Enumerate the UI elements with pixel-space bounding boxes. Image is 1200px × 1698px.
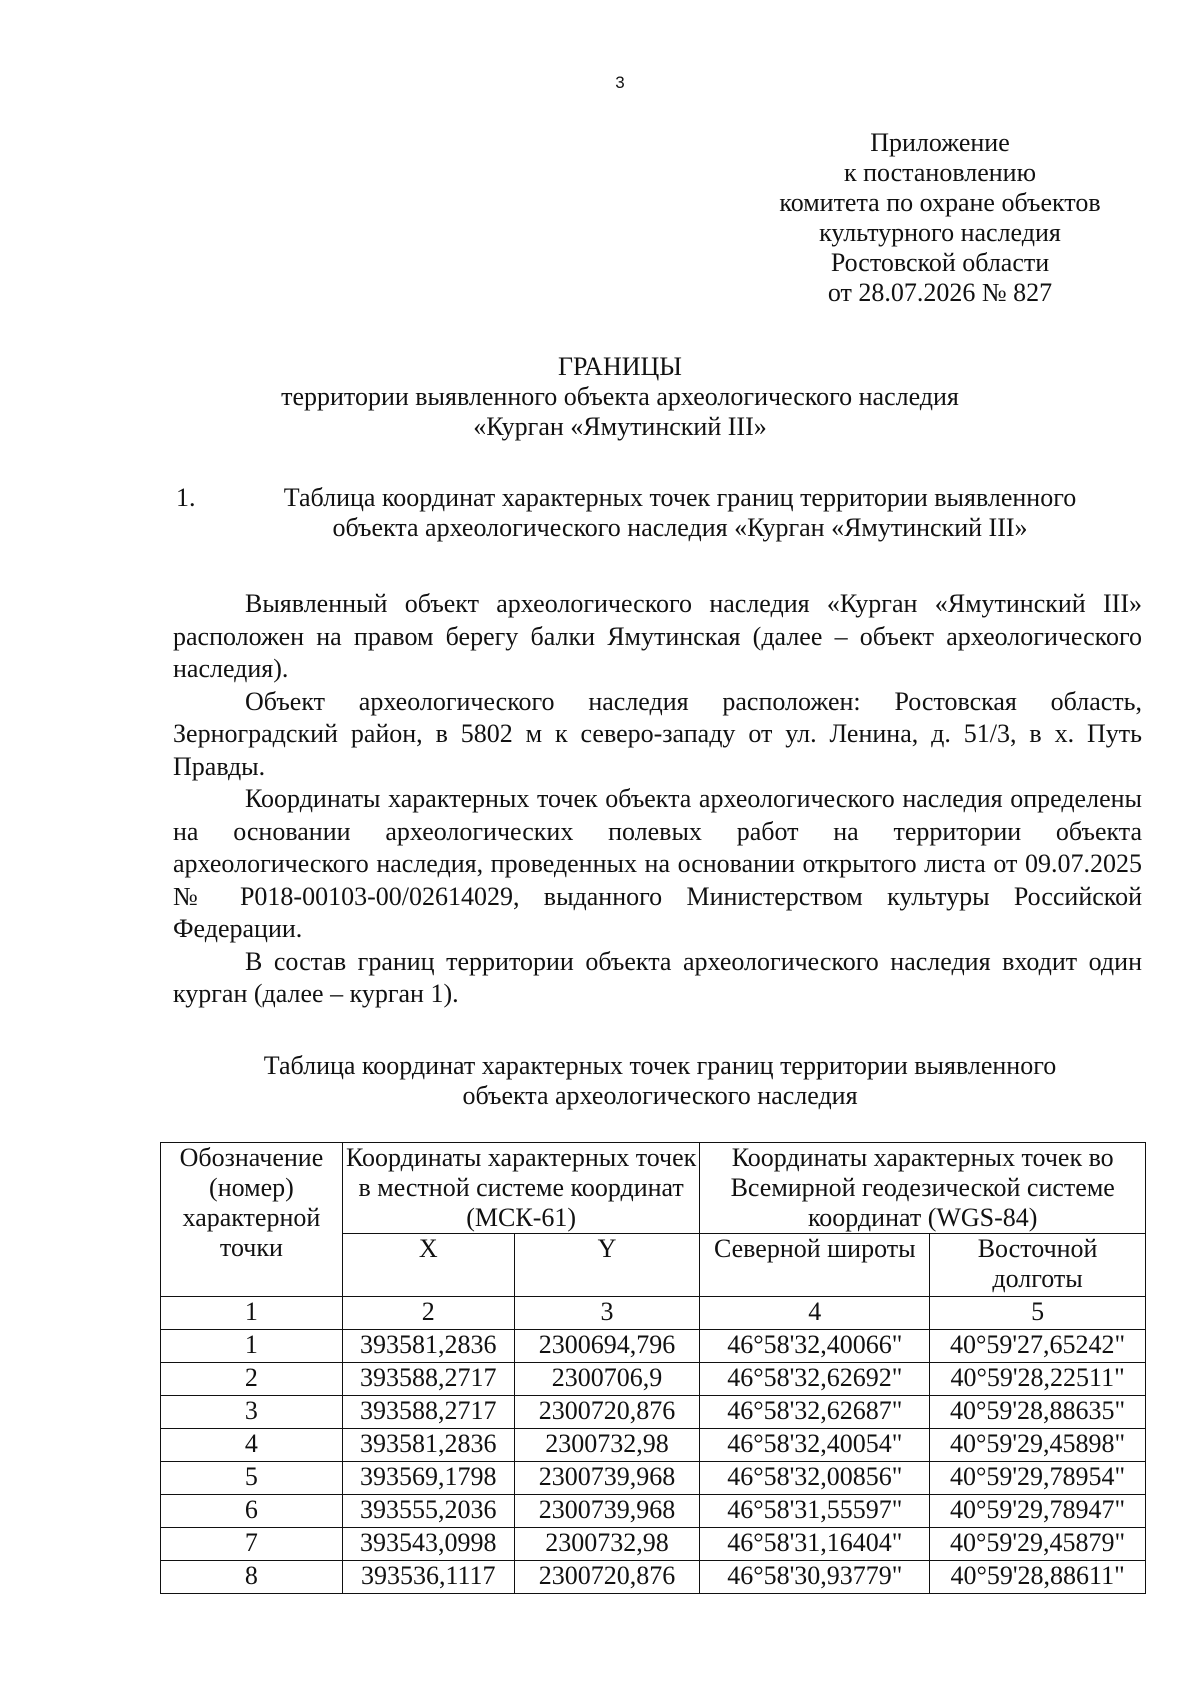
- table-row: [161, 1495, 1146, 1528]
- table-row: [161, 1462, 1146, 1495]
- table-cell: 2300694,796: [514, 1330, 700, 1363]
- table-cell: 393588,2717: [342, 1363, 514, 1396]
- header-x: X: [342, 1234, 514, 1297]
- table-caption: [160, 1051, 1160, 1111]
- table-row: [161, 1528, 1146, 1561]
- document-title: [160, 352, 1080, 442]
- table-cell: 2300720,876: [514, 1561, 700, 1594]
- table-cell: 1: [161, 1297, 343, 1330]
- table-cell: 40°59'29,78954": [930, 1462, 1146, 1495]
- header-y: Y: [514, 1234, 700, 1297]
- appendix-line: к постановлению: [843, 158, 1037, 187]
- table-cell: 7: [161, 1528, 343, 1561]
- table-cell: 1: [161, 1330, 343, 1363]
- table-cell: 46°58'32,62687": [700, 1396, 930, 1429]
- paragraph: В состав границ территории объекта археологического наследия входит один курган (далее – курган 1).: [173, 946, 1142, 1008]
- caption-line: объекта археологического наследия: [462, 1081, 858, 1110]
- table-cell: 40°59'29,78947": [930, 1495, 1146, 1528]
- title-line: «Курган «Ямутинский III»: [473, 412, 767, 441]
- header-local-group: Координаты характерных точек в местной системе координат (МСК-61): [342, 1143, 700, 1234]
- table-cell: 40°59'29,45898": [930, 1429, 1146, 1462]
- paragraph: Выявленный объект археологического наследия «Курган «Ямутинский III» расположен на правом берегу балки Ямутинская (далее – объект археологического наследия).: [173, 589, 1142, 683]
- table-cell: 2: [342, 1297, 514, 1330]
- table-cell: 46°58'31,55597": [700, 1495, 930, 1528]
- header-lat: Северной широты: [700, 1234, 930, 1297]
- table-row: [161, 1396, 1146, 1429]
- paragraph: Объект археологического наследия расположен: Ростовская область, Зерноградский район, в 5802 м к северо-западу от ул. Ленина, д. 51/3, в х. Путь Правды.: [173, 686, 1142, 781]
- table-cell: 393555,2036: [342, 1495, 514, 1528]
- table-cell: 2300706,9: [514, 1363, 700, 1396]
- table-row: [161, 1561, 1146, 1594]
- table-cell: 8: [161, 1561, 343, 1594]
- table-cell: 46°58'32,40054": [700, 1429, 930, 1462]
- table-cell: 46°58'30,93779": [700, 1561, 930, 1594]
- table-cell: 393581,2836: [342, 1429, 514, 1462]
- table-cell: 46°58'31,16404": [700, 1528, 930, 1561]
- title-heading: ГРАНИЦЫ: [558, 352, 682, 381]
- table-cell: 46°58'32,00856": [700, 1462, 930, 1495]
- table-cell: 393569,1798: [342, 1462, 514, 1495]
- table-cell: 40°59'28,88635": [930, 1396, 1146, 1429]
- appendix-line: культурного наследия: [819, 218, 1061, 247]
- table-row: [161, 1363, 1146, 1396]
- table-cell: 5: [930, 1297, 1146, 1330]
- table-row: [161, 1429, 1146, 1462]
- header-point: Обозначение (номер) характерной точки: [161, 1143, 343, 1297]
- table-cell: 46°58'32,40066": [700, 1330, 930, 1363]
- table-cell: 393588,2717: [342, 1396, 514, 1429]
- table-cell: 40°59'28,88611": [930, 1561, 1146, 1594]
- appendix-block: [740, 128, 1140, 308]
- table-cell: 393536,1117: [342, 1561, 514, 1594]
- table-cell: 40°59'29,45879": [930, 1528, 1146, 1561]
- table-cell: 2300739,968: [514, 1462, 700, 1495]
- table-cell: 2300739,968: [514, 1495, 700, 1528]
- table-cell: 393543,0998: [342, 1528, 514, 1561]
- header-lon: Восточной долготы: [930, 1234, 1146, 1297]
- body-text: [173, 588, 1142, 1011]
- table-cell: 5: [161, 1462, 343, 1495]
- table-cell: 4: [700, 1297, 930, 1330]
- table-column-numbers: [161, 1297, 1146, 1330]
- table-cell: 3: [161, 1396, 343, 1429]
- table-cell: 40°59'27,65242": [930, 1330, 1146, 1363]
- table-cell: 40°59'28,22511": [930, 1363, 1146, 1396]
- table-cell: 2300720,876: [514, 1396, 700, 1429]
- section-number: 1.: [176, 483, 196, 512]
- table-cell: 2300732,98: [514, 1429, 700, 1462]
- table-cell: 2300732,98: [514, 1528, 700, 1561]
- appendix-line: Приложение: [870, 128, 1010, 157]
- table-cell: 3: [514, 1297, 700, 1330]
- section-text: Таблица координат характерных точек границ территории выявленного объекта археологического наследия «Курган «Ямутинский III»: [283, 483, 1077, 542]
- appendix-line: Ростовской области: [830, 248, 1050, 277]
- title-line: территории выявленного объекта археологического наследия: [281, 382, 959, 411]
- table-row: [161, 1330, 1146, 1363]
- caption-line: Таблица координат характерных точек границ территории выявленного: [263, 1051, 1057, 1080]
- table-cell: 393581,2836: [342, 1330, 514, 1363]
- appendix-line: от 28.07.2026 № 827: [827, 278, 1053, 307]
- table-cell: 46°58'32,62692": [700, 1363, 930, 1396]
- coordinates-table: [160, 1142, 1146, 1594]
- table-cell: 2: [161, 1363, 343, 1396]
- paragraph: Координаты характерных точек объекта археологического наследия определены на основании археологических полевых работ на территории объекта археологического наследия, проведенных на основании открытого листа от 09.07.2025 № Р018-00103-00/02614029, выданного Министерством культуры Российской Федерации.: [173, 784, 1142, 943]
- header-wgs-group: Координаты характерных точек во Всемирной геодезической системе координат (WGS-84): [700, 1143, 1146, 1234]
- appendix-line: комитета по охране объектов: [779, 188, 1101, 217]
- table-cell: 4: [161, 1429, 343, 1462]
- table-cell: 6: [161, 1495, 343, 1528]
- page-number: 3: [615, 73, 625, 92]
